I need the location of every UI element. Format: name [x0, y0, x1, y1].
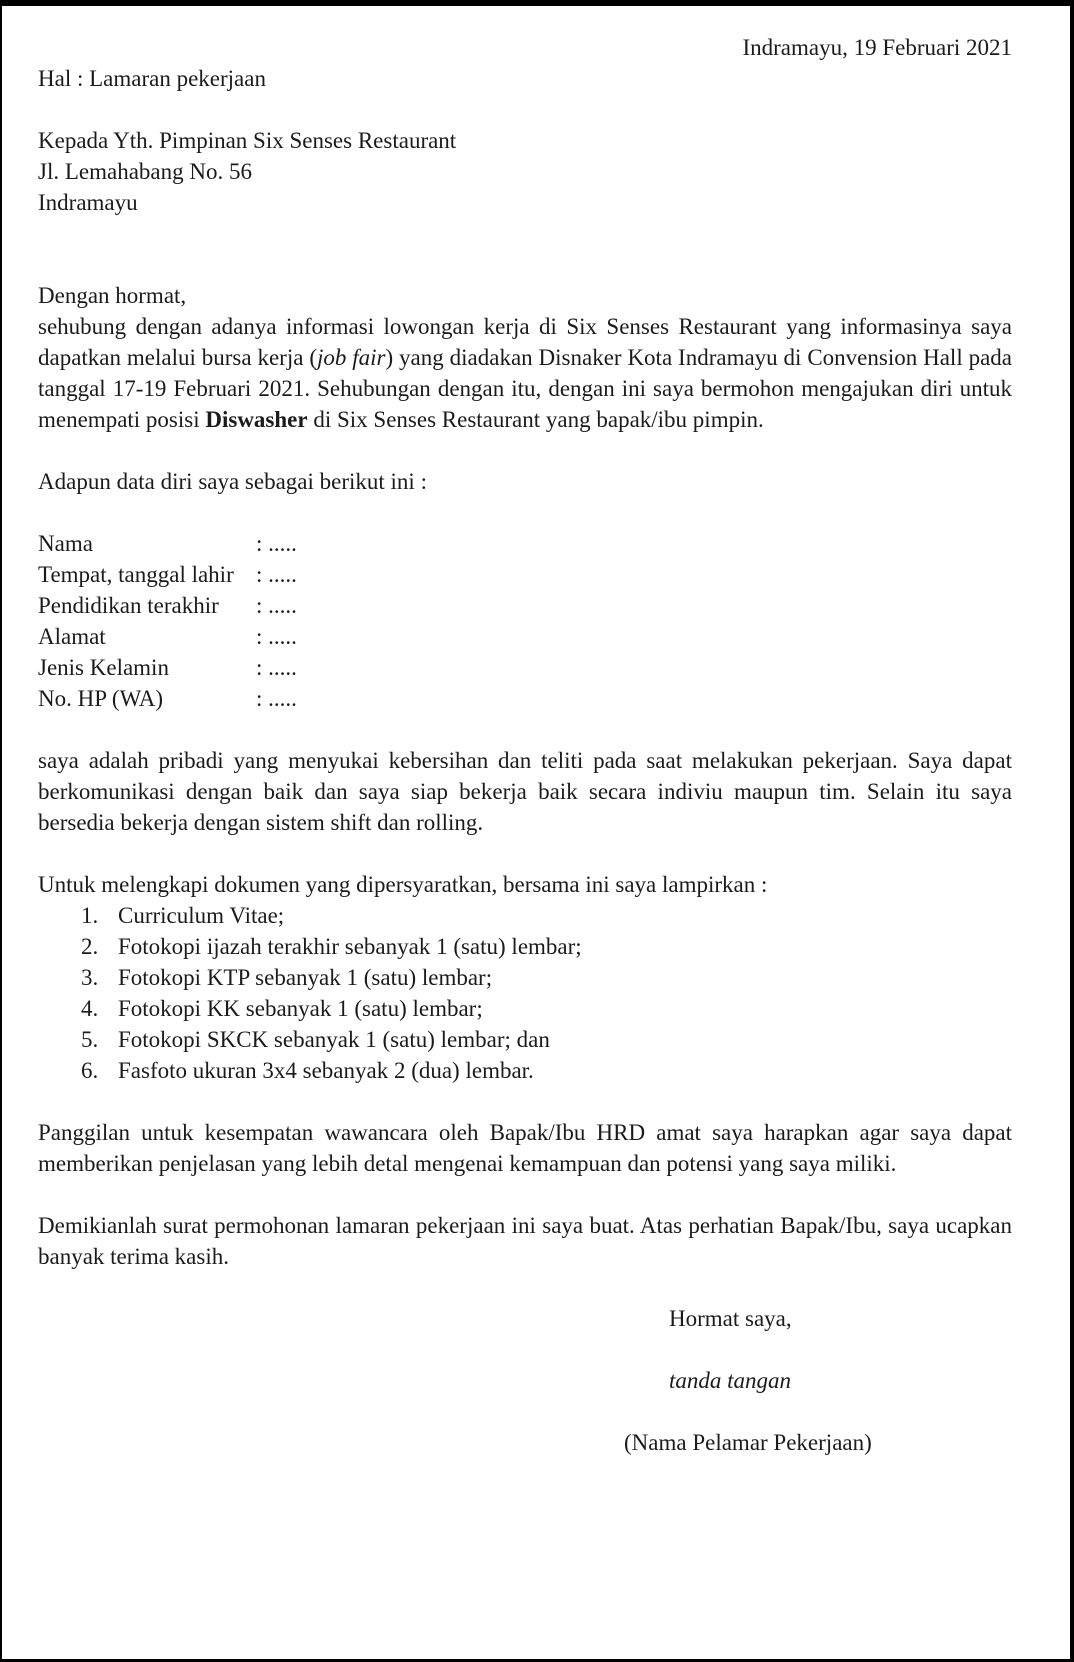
- attachment-item: [38, 962, 1012, 993]
- field-row-alamat: [38, 621, 1012, 652]
- attachment-number: 1.: [81, 903, 99, 928]
- attachment-item: [38, 1024, 1012, 1055]
- recipient-block: [38, 125, 1012, 218]
- field-row-jenis-kelamin: [38, 652, 1012, 683]
- position-bold: Diswasher: [205, 407, 308, 432]
- date-line: Indramayu, 19 Februari 2021: [742, 35, 1012, 60]
- field-label: No. HP (WA): [38, 686, 163, 711]
- field-label: Pendidikan terakhir: [38, 593, 219, 618]
- signature-salutation: Hormat saya,: [669, 1306, 792, 1331]
- field-label: Nama: [38, 531, 93, 556]
- attachment-item: [38, 931, 1012, 962]
- job-fair-italic: job fair: [316, 345, 386, 370]
- field-value: : .....: [256, 686, 297, 711]
- field-label: Alamat: [38, 624, 106, 649]
- attachment-text: Fotokopi KTP sebanyak 1 (satu) lembar;: [118, 965, 493, 990]
- field-value: : .....: [256, 562, 297, 587]
- attachment-number: 4.: [81, 996, 99, 1021]
- signature-placeholder: tanda tangan: [669, 1368, 792, 1393]
- attachment-number: 2.: [81, 934, 99, 959]
- attachments-intro: Untuk melengkapi dokumen yang dipersyaratkan, bersama ini saya lampirkan :: [38, 872, 768, 897]
- recipient-line-city: Indramayu: [38, 190, 138, 215]
- signature-block: [624, 1303, 914, 1458]
- field-value: : .....: [256, 624, 297, 649]
- field-value: : .....: [256, 593, 297, 618]
- interview-paragraph: Panggilan untuk kesempatan wawancara oleh Bapak/Ibu HRD amat saya harapkan agar saya dapat memberikan penjelasan yang lebih detal mengenai kemampuan dan potensi yang saya miliki.: [38, 1120, 1012, 1176]
- field-row-no-hp: [38, 683, 1012, 714]
- opening-segment-3: di Six Senses Restaurant yang bapak/ibu pimpin.: [307, 407, 764, 432]
- attachment-text: Fotokopi KK sebanyak 1 (satu) lembar;: [118, 996, 483, 1021]
- closing-paragraph: Demikianlah surat permohonan lamaran pekerjaan ini saya buat. Atas perhatian Bapak/Ibu, saya ucapkan banyak terima kasih.: [38, 1213, 1012, 1269]
- data-intro: Adapun data diri saya sebagai berikut ini :: [38, 469, 427, 494]
- attachment-number: 6.: [81, 1058, 99, 1083]
- opening-segment-1: sehubung dengan adanya informasi lowongan kerja di Six Senses Restaurant yang informasinya saya dapatkan melalui bursa kerja (: [38, 314, 1012, 370]
- attachment-text: Curriculum Vitae;: [118, 903, 285, 928]
- field-value: : .....: [256, 531, 297, 556]
- salutation: Dengan hormat,: [38, 283, 187, 308]
- field-label: Jenis Kelamin: [38, 655, 169, 680]
- field-row-nama: [38, 528, 1012, 559]
- field-label: Tempat, tanggal lahir: [38, 562, 234, 587]
- attachment-text: Fotokopi SKCK sebanyak 1 (satu) lembar; dan: [118, 1027, 550, 1052]
- attachment-item: [38, 900, 1012, 931]
- attachment-item: [38, 1055, 1012, 1086]
- attachment-text: Fotokopi ijazah terakhir sebanyak 1 (satu) lembar;: [118, 934, 582, 959]
- attachment-text: Fasfoto ukuran 3x4 sebanyak 2 (dua) lembar.: [118, 1058, 534, 1083]
- opening-segment-2: ) yang diadakan Disnaker Kota Indramayu di Convension Hall pada tanggal 17-19 Februari 2021. Sehubungan dengan itu, dengan ini saya bermohon mengajukan diri untuk menempati posisi: [38, 345, 1013, 432]
- recipient-line-street: Jl. Lemahabang No. 56: [38, 159, 252, 184]
- personal-data-list: [38, 528, 1012, 714]
- field-row-tempat-tanggal-lahir: [38, 559, 1012, 590]
- opening-paragraph: [38, 311, 1012, 435]
- field-value: : .....: [256, 655, 297, 680]
- recipient-line-company: Kepada Yth. Pimpinan Six Senses Restaurant: [38, 128, 457, 153]
- attachment-number: 5.: [81, 1027, 99, 1052]
- attachment-item: [38, 993, 1012, 1024]
- signature-name: (Nama Pelamar Pekerjaan): [624, 1430, 872, 1455]
- subject-line: Hal : Lamaran pekerjaan: [38, 66, 266, 91]
- attachment-number: 3.: [81, 965, 99, 990]
- attachments-list: [38, 900, 1012, 1086]
- self-description-paragraph: saya adalah pribadi yang menyukai kebersihan dan teliti pada saat melakukan pekerjaan. Saya dapat berkomunikasi dengan baik dan saya siap bekerja baik secara indiviu maupun tim. Selain itu saya bersedia bekerja dengan sistem shift dan rolling.: [38, 748, 1012, 835]
- field-row-pendidikan: [38, 590, 1012, 621]
